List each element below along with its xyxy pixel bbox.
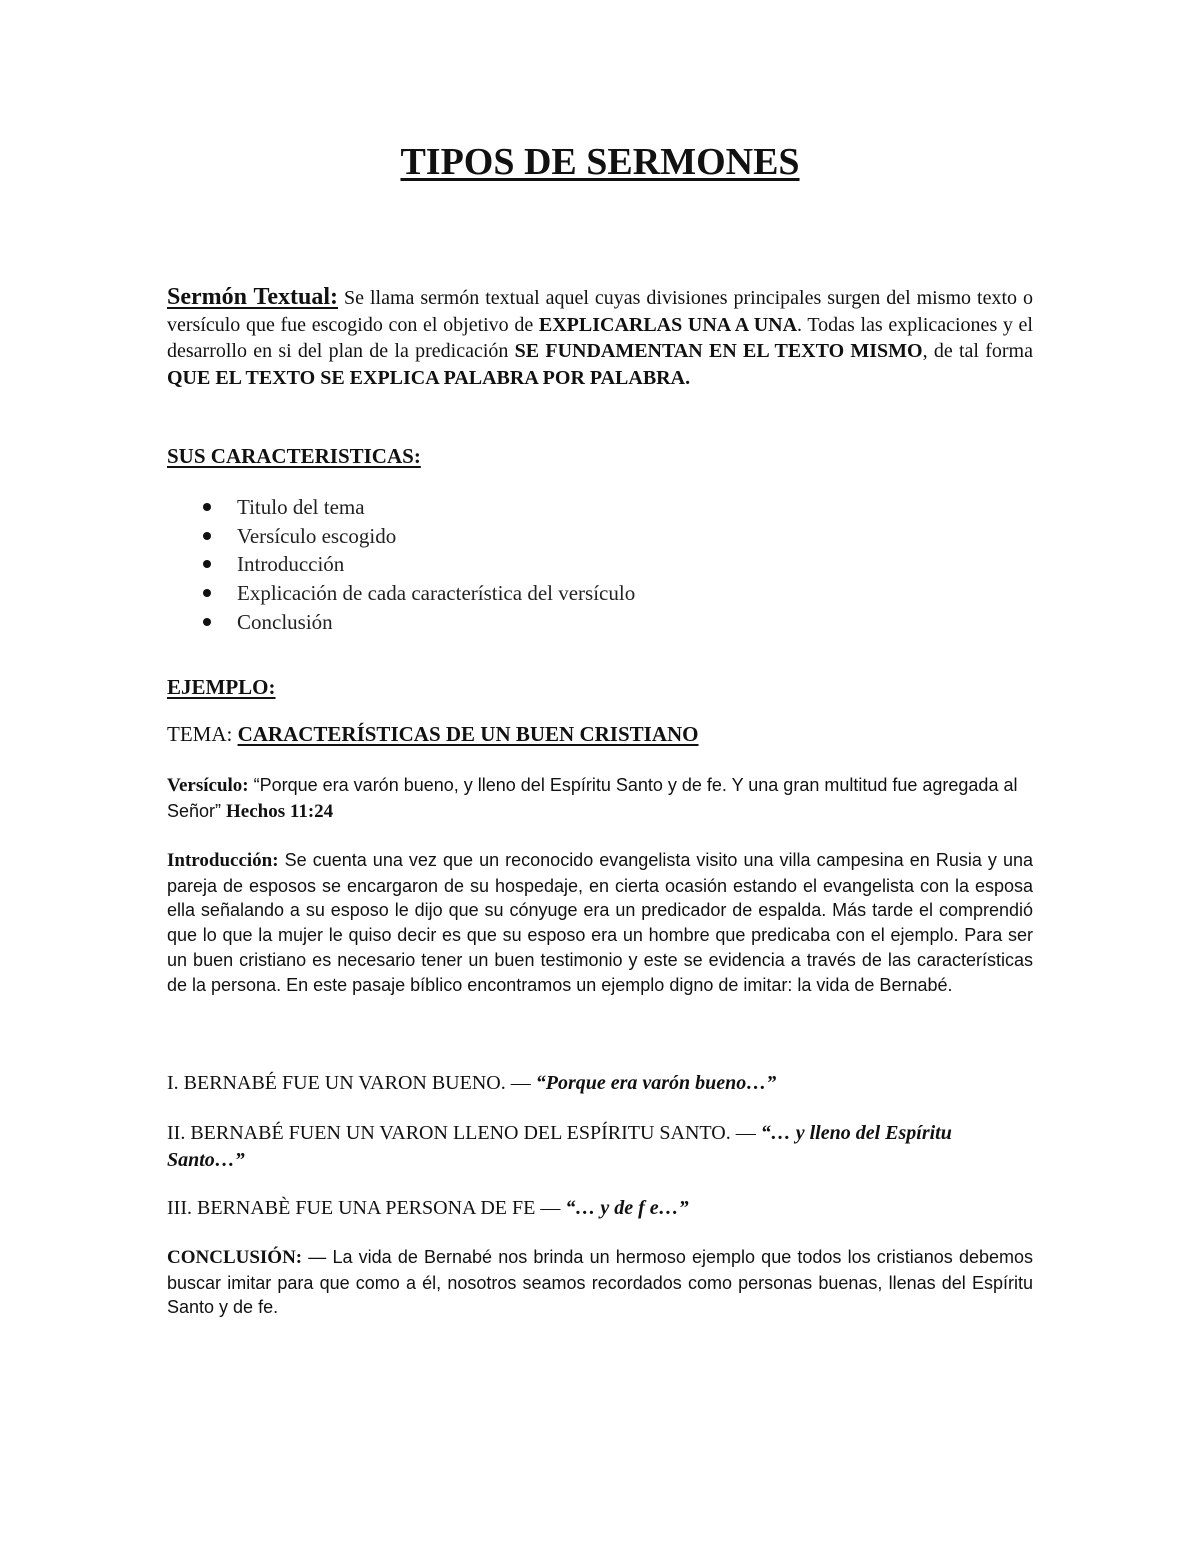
conclusion-paragraph [167, 1245, 1033, 1320]
tema-label: TEMA: [167, 722, 238, 746]
characteristics-heading: SUS CARACTERISTICAS: [167, 444, 421, 468]
textual-text-3: , de tal forma [922, 340, 1033, 362]
bullet-icon [203, 618, 211, 626]
textual-bold-3: QUE EL TEXTO SE EXPLICA PALABRA POR PALABRA. [167, 366, 691, 389]
bullet-icon [203, 503, 211, 511]
list-item: Introducción [167, 550, 635, 579]
intro-text: Se cuenta una vez que un reconocido evangelista visito una villa campesina en Rusia y una pareja de esposos se encargaron de su hospedaje, en cierta ocasión estando el evangelista con la esposa ella señalando a su esposo le dijo que su cónyuge era un predicador de espalda. Más tarde el comprendió que lo que la mujer le quiso decir es que su esposo era un hombre que predicaba con el ejemplo. Para ser un buen cristiano es necesario tener un buen testimonio y este se evidencia a través de las características de la persona. En este pasaje bíblico encontramos un ejemplo digno de imitar: la vida de Bernabé. [167, 850, 1033, 995]
tema-value: CARACTERÍSTICAS DE UN BUEN CRISTIANO [237, 722, 699, 746]
list-item: Conclusión [167, 608, 635, 637]
point-3-quote: “… y de f e…” [565, 1197, 689, 1219]
tema-line [167, 722, 699, 747]
conclusion-label: CONCLUSIÓN: [167, 1247, 303, 1268]
point-1: I. BERNABÉ FUE UN VARON BUENO. — “Porque era varón bueno…” [167, 1072, 777, 1094]
example-heading: EJEMPLO: [167, 675, 276, 699]
list-item: Titulo del tema [167, 493, 635, 522]
point-2: II. BERNABÉ FUEN UN VARON LLENO DEL ESPÍRITU SANTO. — “… y lleno del Espíritu Santo…” [167, 1122, 952, 1171]
versiculo-ref: Hechos 11:24 [226, 800, 334, 822]
bullet-icon [203, 560, 211, 568]
textual-paragraph [167, 284, 1033, 391]
list-item: Explicación de cada característica del versículo [167, 579, 635, 608]
conclusion-text: — La vida de Bernabé nos brinda un hermoso ejemplo que todos los cristianos debemos buscar imitar para que como a él, nosotros seamos recordados como personas buenas, llenas del Espíritu Santo y de fe. [167, 1247, 1033, 1318]
characteristics-list [167, 493, 635, 637]
page-title: TIPOS DE SERMONES [400, 141, 800, 183]
bullet-icon [203, 532, 211, 540]
textual-heading: Sermón Textual: [167, 284, 338, 310]
versiculo-paragraph [167, 773, 1033, 824]
textual-bold-1: EXPLICARLAS UNA A UNA [538, 313, 798, 336]
versiculo-label: Versículo: [167, 775, 249, 796]
point-2-quote: “… y lleno del Espíritu Santo…” [167, 1122, 952, 1171]
intro-paragraph [167, 848, 1033, 997]
point-1-quote: “Porque era varón bueno…” [535, 1072, 777, 1094]
list-item: Versículo escogido [167, 522, 635, 551]
textual-bold-2: SE FUNDAMENTAN EN EL TEXTO MISMO [514, 340, 923, 362]
bullet-icon [203, 589, 211, 597]
textual-text-1: Se llama sermón textual aquel cuyas divisiones principales surgen del mismo texto o versículo que fue escogido con el objetivo de [167, 287, 1034, 336]
textual-text-2: . Todas las explicaciones y el desarrollo en si del plan de la predicación [167, 313, 1033, 362]
point-3: III. BERNABÈ FUE UNA PERSONA DE FE — “… y de f e…” [167, 1197, 689, 1219]
intro-label: Introducción: [167, 850, 279, 871]
versiculo-text: “Porque era varón bueno, y lleno del Espíritu Santo y de fe. Y una gran multitud fue agregada al Señor” [167, 775, 1018, 821]
